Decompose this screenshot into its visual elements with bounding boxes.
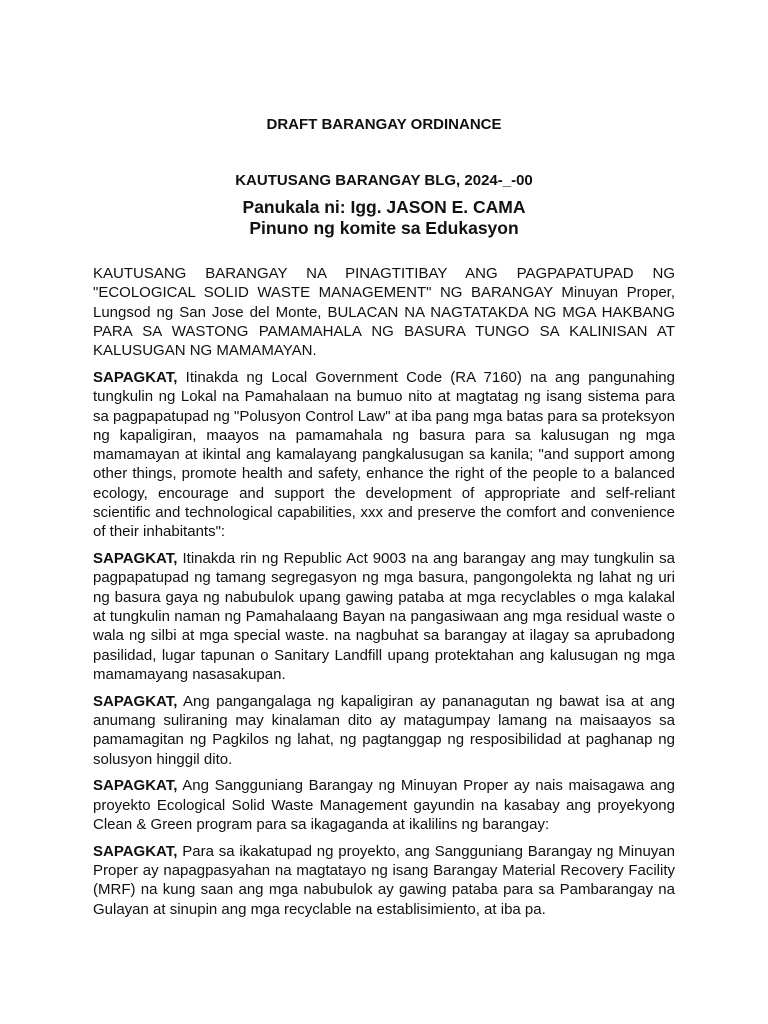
whereas-text: Para sa ikakatupad ng proyekto, ang Sangguniang Barangay ng Minuyan Proper ay napagpasyahan na magtatayo ng isang Barangay Material Recovery Facility (MRF) na kung saan ang mga nabubulok ay gawing pataba para sa Pambarangay na Gulayan at sinupin ang mga recyclable na establisimiento, at iba pa. [93, 842, 675, 918]
document-body [93, 264, 675, 927]
author-block [93, 197, 675, 239]
whereas-keyword: SAPAGKAT, [93, 550, 178, 568]
document-heading: DRAFT BARANGAY ORDINANCE [266, 116, 502, 133]
intro-paragraph: KAUTUSANG BARANGAY NA PINAGTITIBAY ANG PAGPAPATUPAD NG "ECOLOGICAL SOLID WASTE MANAGEMENT" NG BARANGAY Minuyan Proper, Lungsod ng San Jose del Monte, BULACAN NA NAGTATAKDA NG MGA HAKBANG PARA SA WASTONG PAMAMAHALA NG BASURA TUNGO SA KALINISAN AT KALUSUGAN NG MAMAMAYAN. [93, 265, 675, 360]
whereas-keyword: SAPAGKAT, [93, 692, 178, 710]
whereas-text: Ang pangangalaga ng kapaligiran ay pananagutan ng bawat isa at ang anumang suliraning may kinalaman dito ay matagumpay lamang na maisaayos sa pamamagitan ng Pagkilos ng lahat, ng pagtanggap ng resposibilidad at paghanap ng solusyon hinggil dito. [93, 692, 675, 768]
whereas-paragraph-1 [93, 368, 675, 542]
whereas-paragraph-5 [93, 842, 675, 919]
whereas-keyword: SAPAGKAT, [93, 777, 178, 795]
whereas-text: Itinakda ng Local Government Code (RA 7160) na ang pangunahing tungkulin ng Lokal na Pamahalaan na bumuo nito at magtatag ng isang sistema para sa pagpapatupad ng "Polusyon Control Law" at iba pang mga batas para sa proteksyon ng kapaligiran, maayos na pamamahala ng basura para sa kalusugan ng mga mamamayan at ikintal ang kamalayang pangkalusugan sa kanila; "and support among other things, promote health and safety, enhance the right of the people to a balanced ecology, encourage and support the development of appropriate and self-reliant scientific and technological capabilities, xxx and preserve the comfort and convenience of their inhabitants": [93, 368, 675, 541]
whereas-paragraph-3 [93, 692, 675, 769]
author-line: Panukala ni: Igg. JASON E. CAMA [242, 197, 526, 217]
committee-line: Pinuno ng komite sa Edukasyon [249, 218, 519, 238]
whereas-keyword: SAPAGKAT, [93, 842, 178, 860]
ordinance-number: KAUTUSANG BARANGAY BLG, 2024-_-00 [235, 172, 533, 189]
whereas-text: Ang Sangguniang Barangay ng Minuyan Proper ay nais maisagawa ang proyekto Ecological Solid Waste Management gayundin na kasabay ang proyekyong Clean & Green program para sa ikagaganda at ikalilins ng barangay: [93, 777, 675, 834]
whereas-paragraph-2 [93, 549, 675, 684]
whereas-keyword: SAPAGKAT, [93, 368, 178, 386]
whereas-text: Itinakda rin ng Republic Act 9003 na ang barangay ang may tungkulin sa pagpapatupad ng tamang segregasyon ng mga basura, pangongolekta ng lahat ng uri ng basura gaya ng nabubulok upang gawing pataba at mga recyclables o mga kalakal at tungkulin naman ng Pamahalaang Bayan na pangasiwaan ang mga residual waste o wala ng silbi at mga special waste. na nagbuhat sa barangay at ilagay sa aprubadong pasilidad, lugar tapunan o Sanitary Landfill upang protektahan ang kalusugan ng mga mamamayang nasasakupan. [93, 550, 675, 683]
whereas-paragraph-4 [93, 776, 675, 834]
